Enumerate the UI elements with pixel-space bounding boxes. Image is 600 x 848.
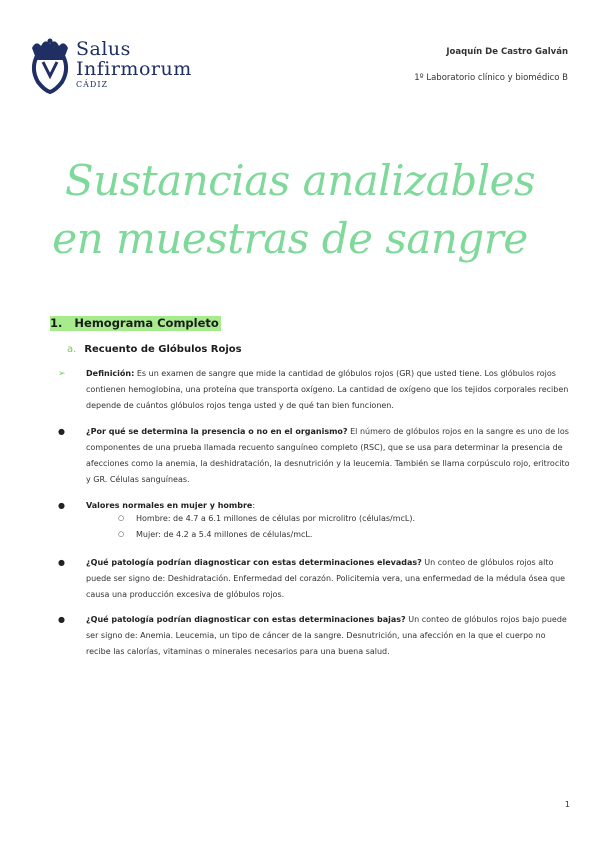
section-heading bbox=[50, 316, 221, 330]
subsection-title: Recuento de Glóbulos Rojos bbox=[84, 344, 242, 355]
normal-values-label: Valores normales en mujer y hombre bbox=[86, 501, 253, 510]
logo-text-salus: Salus bbox=[76, 38, 131, 60]
logo-text-city: CÁDIZ bbox=[76, 80, 109, 89]
normal-values-item bbox=[58, 498, 571, 514]
circle-bullet-icon: ○ bbox=[118, 530, 125, 538]
section-number: 1. bbox=[50, 316, 63, 330]
arrow-bullet-icon: ➢ bbox=[58, 369, 66, 379]
definition-item bbox=[58, 366, 571, 414]
page-title-line2: en muestras de sangre bbox=[52, 214, 528, 263]
low-values-text: Un conteo de glóbulos rojos bajo puede ser signo de: Anemia. Leucemia, un tipo de cáncer de la sangre. Desnutrición, una afección en la que el cuerpo no recibe las calorías, vitaminas o minerales necesarios para una buena salud. bbox=[86, 615, 567, 656]
normal-men-text: Hombre: de 4.7 a 6.1 millones de células por microlitro (células/mcL). bbox=[136, 514, 416, 523]
high-values-label: ¿Qué patología podrían diagnosticar con estas determinaciones elevadas? bbox=[86, 558, 422, 567]
normal-women-item bbox=[118, 530, 313, 539]
low-values-label: ¿Qué patología podrían diagnosticar con estas determinaciones bajas? bbox=[86, 615, 406, 624]
course-name: 1º Laboratorio clínico y biomédico B bbox=[414, 73, 568, 83]
author-name: Joaquín De Castro Galván bbox=[446, 47, 568, 57]
why-label: ¿Por qué se determina la presencia o no en el organismo? bbox=[86, 427, 348, 436]
logo bbox=[28, 36, 198, 94]
normal-men-item bbox=[118, 514, 416, 523]
bullet-icon: ● bbox=[58, 558, 65, 567]
subsection-marker: a. bbox=[67, 344, 77, 355]
why-item bbox=[58, 424, 571, 488]
section-title: Hemograma Completo bbox=[74, 316, 219, 330]
bullet-icon: ● bbox=[58, 427, 65, 436]
page-title-line1: Sustancias analizables bbox=[64, 156, 536, 205]
bullet-icon: ● bbox=[58, 501, 65, 510]
definition-label: Definición: bbox=[86, 369, 135, 378]
bullet-icon: ● bbox=[58, 615, 65, 624]
normal-values-colon: : bbox=[252, 501, 256, 510]
page-number: 1 bbox=[564, 800, 570, 809]
normal-women-text: Mujer: de 4.2 a 5.4 millones de células/mcL. bbox=[136, 530, 313, 539]
low-values-item bbox=[58, 612, 571, 660]
subsection-heading bbox=[67, 344, 242, 355]
circle-bullet-icon: ○ bbox=[118, 514, 125, 522]
definition-text: Es un examen de sangre que mide la cantidad de glóbulos rojos (GR) que usted tiene. Los glóbulos rojos contienen hemoglobina, una proteína que transporta oxígeno. La cantidad de oxígeno que los tejidos corporales reciben depende de cuántos glóbulos rojos tenga usted y de qué tan bien funcionen. bbox=[86, 369, 569, 410]
high-values-item bbox=[58, 555, 571, 603]
crown-emblem-icon bbox=[28, 36, 72, 94]
logo-text-infirmorum: Infirmorum bbox=[76, 58, 192, 80]
high-values-text: Un conteo de glóbulos rojos alto puede ser signo de: Deshidratación. Enfermedad del corazón. Policitemia vera, una enfermedad de la médula ósea que causa una producción excesiva de glóbulos rojos. bbox=[86, 558, 566, 599]
why-text: El número de glóbulos rojos en la sangre es uno de los componentes de una prueba llamada recuento sanguíneo completo (RSC), que se usa para determinar la presencia de afecciones como la anemia, la deshidratación, la desnutrición y la leucemia. También se llama corpúsculo rojo, eritrocito y GR. Células sanguíneas. bbox=[86, 427, 570, 484]
